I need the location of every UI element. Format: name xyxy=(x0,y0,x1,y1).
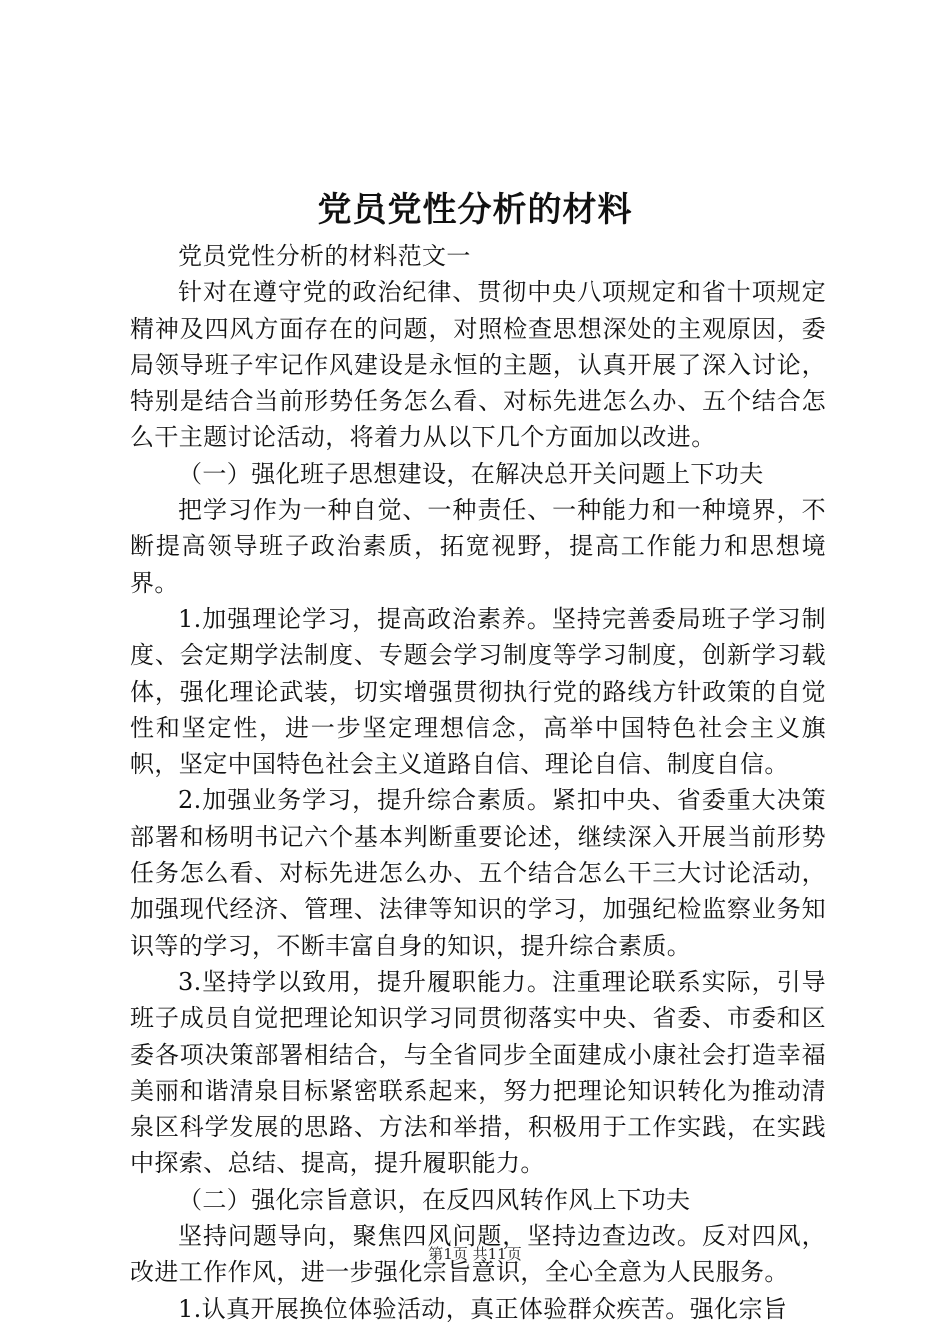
paragraph-subtitle: 党员党性分析的材料范文一 xyxy=(178,242,471,270)
paragraph: 坚持问题导向，聚焦四风问题，坚持边查边改。反对四风，改进工作作风，进一步强化宗旨意识，全心全意为人民服务。 xyxy=(130,1222,826,1287)
document-body xyxy=(130,238,826,1327)
paragraph: 针对在遵守党的政治纪律、贯彻中央八项规定和省十项规定精神及四风方面存在的问题，对照检查思想深处的主观原因，委局领导班子牢记作风建设是永恒的主题，认真开展了深入讨论，特别是结合当前形势任务怎么看、对标先进怎么办、五个结合怎么干主题讨论活动，将着力从以下几个方面加以改进。 xyxy=(130,278,826,452)
section-heading: （一）强化班子思想建设，在解决总开关问题上下功夫 xyxy=(178,459,764,488)
paragraph: 2.加强业务学习，提升综合素质。紧扣中央、省委重大决策部署和杨明书记六个基本判断重要论述，继续深入开展当前形势任务怎么看、对标先进怎么办、五个结合怎么干三大讨论活动，加强现代经济、管理、法律等知识的学习，加强纪检监察业务知识等的学习，不断丰富自身的知识，提升综合素质。 xyxy=(130,786,826,960)
page-number-footer: 第1页 共11页 xyxy=(428,1245,522,1263)
section-heading: （二）强化宗旨意识，在反四风转作风上下功夫 xyxy=(178,1185,691,1214)
paragraph: 把学习作为一种自觉、一种责任、一种能力和一种境界，不断提高领导班子政治素质，拓宽视野，提高工作能力和思想境界。 xyxy=(130,496,826,597)
paragraph: 1.认真开展换位体验活动，真正体验群众疾苦。强化宗旨 xyxy=(178,1294,788,1323)
paragraph: 3.坚持学以致用，提升履职能力。注重理论联系实际，引导班子成员自觉把理论知识学习同贯彻落实中央、省委、市委和区委各项决策部署相结合，与全省同步全面建成小康社会打造幸福美丽和谐清泉目标紧密联系起来，努力把理论知识转化为推动清泉区科学发展的思路、方法和举措，积极用于工作实践，在实践中探索、总结、提高，提升履职能力。 xyxy=(130,967,826,1178)
paragraph: 1.加强理论学习，提高政治素养。坚持完善委局班子学习制度、会定期学法制度、专题会学习制度等学习制度，创新学习载体，强化理论武装，切实增强贯彻执行党的路线方针政策的自觉性和坚定性，进一步坚定理想信念，高举中国特色社会主义旗帜，坚定中国特色社会主义道路自信、理论自信、制度自信。 xyxy=(130,604,826,779)
document-title: 党员党性分析的材料 xyxy=(317,190,633,230)
